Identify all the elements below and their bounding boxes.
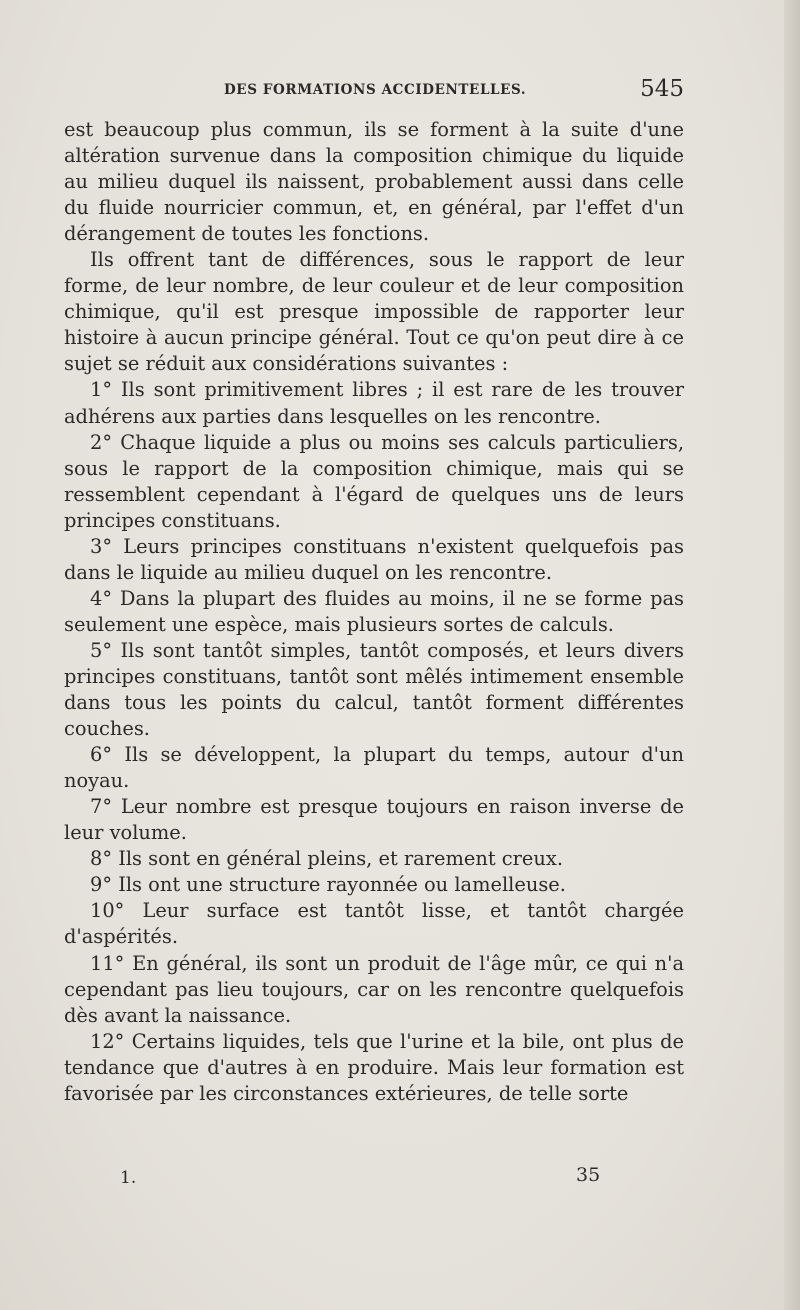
page-number: 545 bbox=[640, 76, 684, 102]
list-item: 8° Ils sont en général pleins, et rarement creux. bbox=[90, 847, 563, 871]
list-item: 2° Chaque liquide a plus ou moins ses calculs particuliers, sous le rapport de la composition chimique, mais qui se ressemblent cependant à l'égard de quelques uns de leurs principes constituans. bbox=[64, 430, 684, 532]
list-item: 10° Leur surface est tantôt lisse, et tantôt chargée d'aspérités. bbox=[64, 899, 684, 949]
list-item: 1° Ils sont primitivement libres ; il est rare de les trouver adhérens aux parties dans lesquelles on les rencontre. bbox=[64, 378, 684, 428]
body-text bbox=[64, 117, 684, 1107]
list-item: 7° Leur nombre est presque toujours en raison inverse de leur volume. bbox=[64, 795, 684, 845]
list-item: 11° En général, ils sont un produit de l'âge mûr, ce qui n'a cependant pas lieu toujours, car on les rencontre quelquefois dès avant la naissance. bbox=[64, 951, 684, 1027]
list-item: 4° Dans la plupart des fluides au moins, il ne se forme pas seulement une espèce, mais plusieurs sortes de calculs. bbox=[64, 586, 684, 636]
page-edge bbox=[784, 0, 800, 1310]
list-item: 5° Ils sont tantôt simples, tantôt composés, et leurs divers principes constituans, tantôt sont mêlés intimement ensemble dans tous les points du calcul, tantôt forment différentes couches. bbox=[64, 638, 684, 741]
signature-mark: 1. bbox=[120, 1168, 137, 1188]
list-item: 6° Ils se développent, la plupart du temps, autour d'un noyau. bbox=[64, 743, 684, 793]
sheet-number: 35 bbox=[576, 1164, 601, 1186]
list-item: 3° Leurs principes constituans n'existent quelquefois pas dans le liquide au milieu duquel on les rencontre. bbox=[64, 534, 684, 584]
paragraph: est beaucoup plus commun, ils se forment à la suite d'une altération survenue dans la composition chimique du liquide au milieu duquel ils naissent, probablement aussi dans celle du fluide nourricier commun, et, en général, par l'effet d'un dérangement de toutes les fonctions. bbox=[64, 118, 684, 246]
paragraph: Ils offrent tant de différences, sous le rapport de leur forme, de leur nombre, de leur couleur et de leur composition chimique, qu'il est presque impossible de rapporter leur histoire à aucun principe général. Tout ce qu'on peut dire à ce sujet se réduit aux considérations suivantes : bbox=[64, 248, 684, 376]
list-item: 9° Ils ont une structure rayonnée ou lamelleuse. bbox=[90, 873, 566, 897]
running-head: DES FORMATIONS ACCIDENTELLES. bbox=[224, 82, 527, 98]
page-header bbox=[64, 76, 684, 110]
page-footer bbox=[64, 1164, 684, 1194]
list-item: 12° Certains liquides, tels que l'urine et la bile, ont plus de tendance que d'autres à en produire. Mais leur formation est favorisée par les circonstances extérieures, de telle sorte bbox=[64, 1029, 684, 1105]
